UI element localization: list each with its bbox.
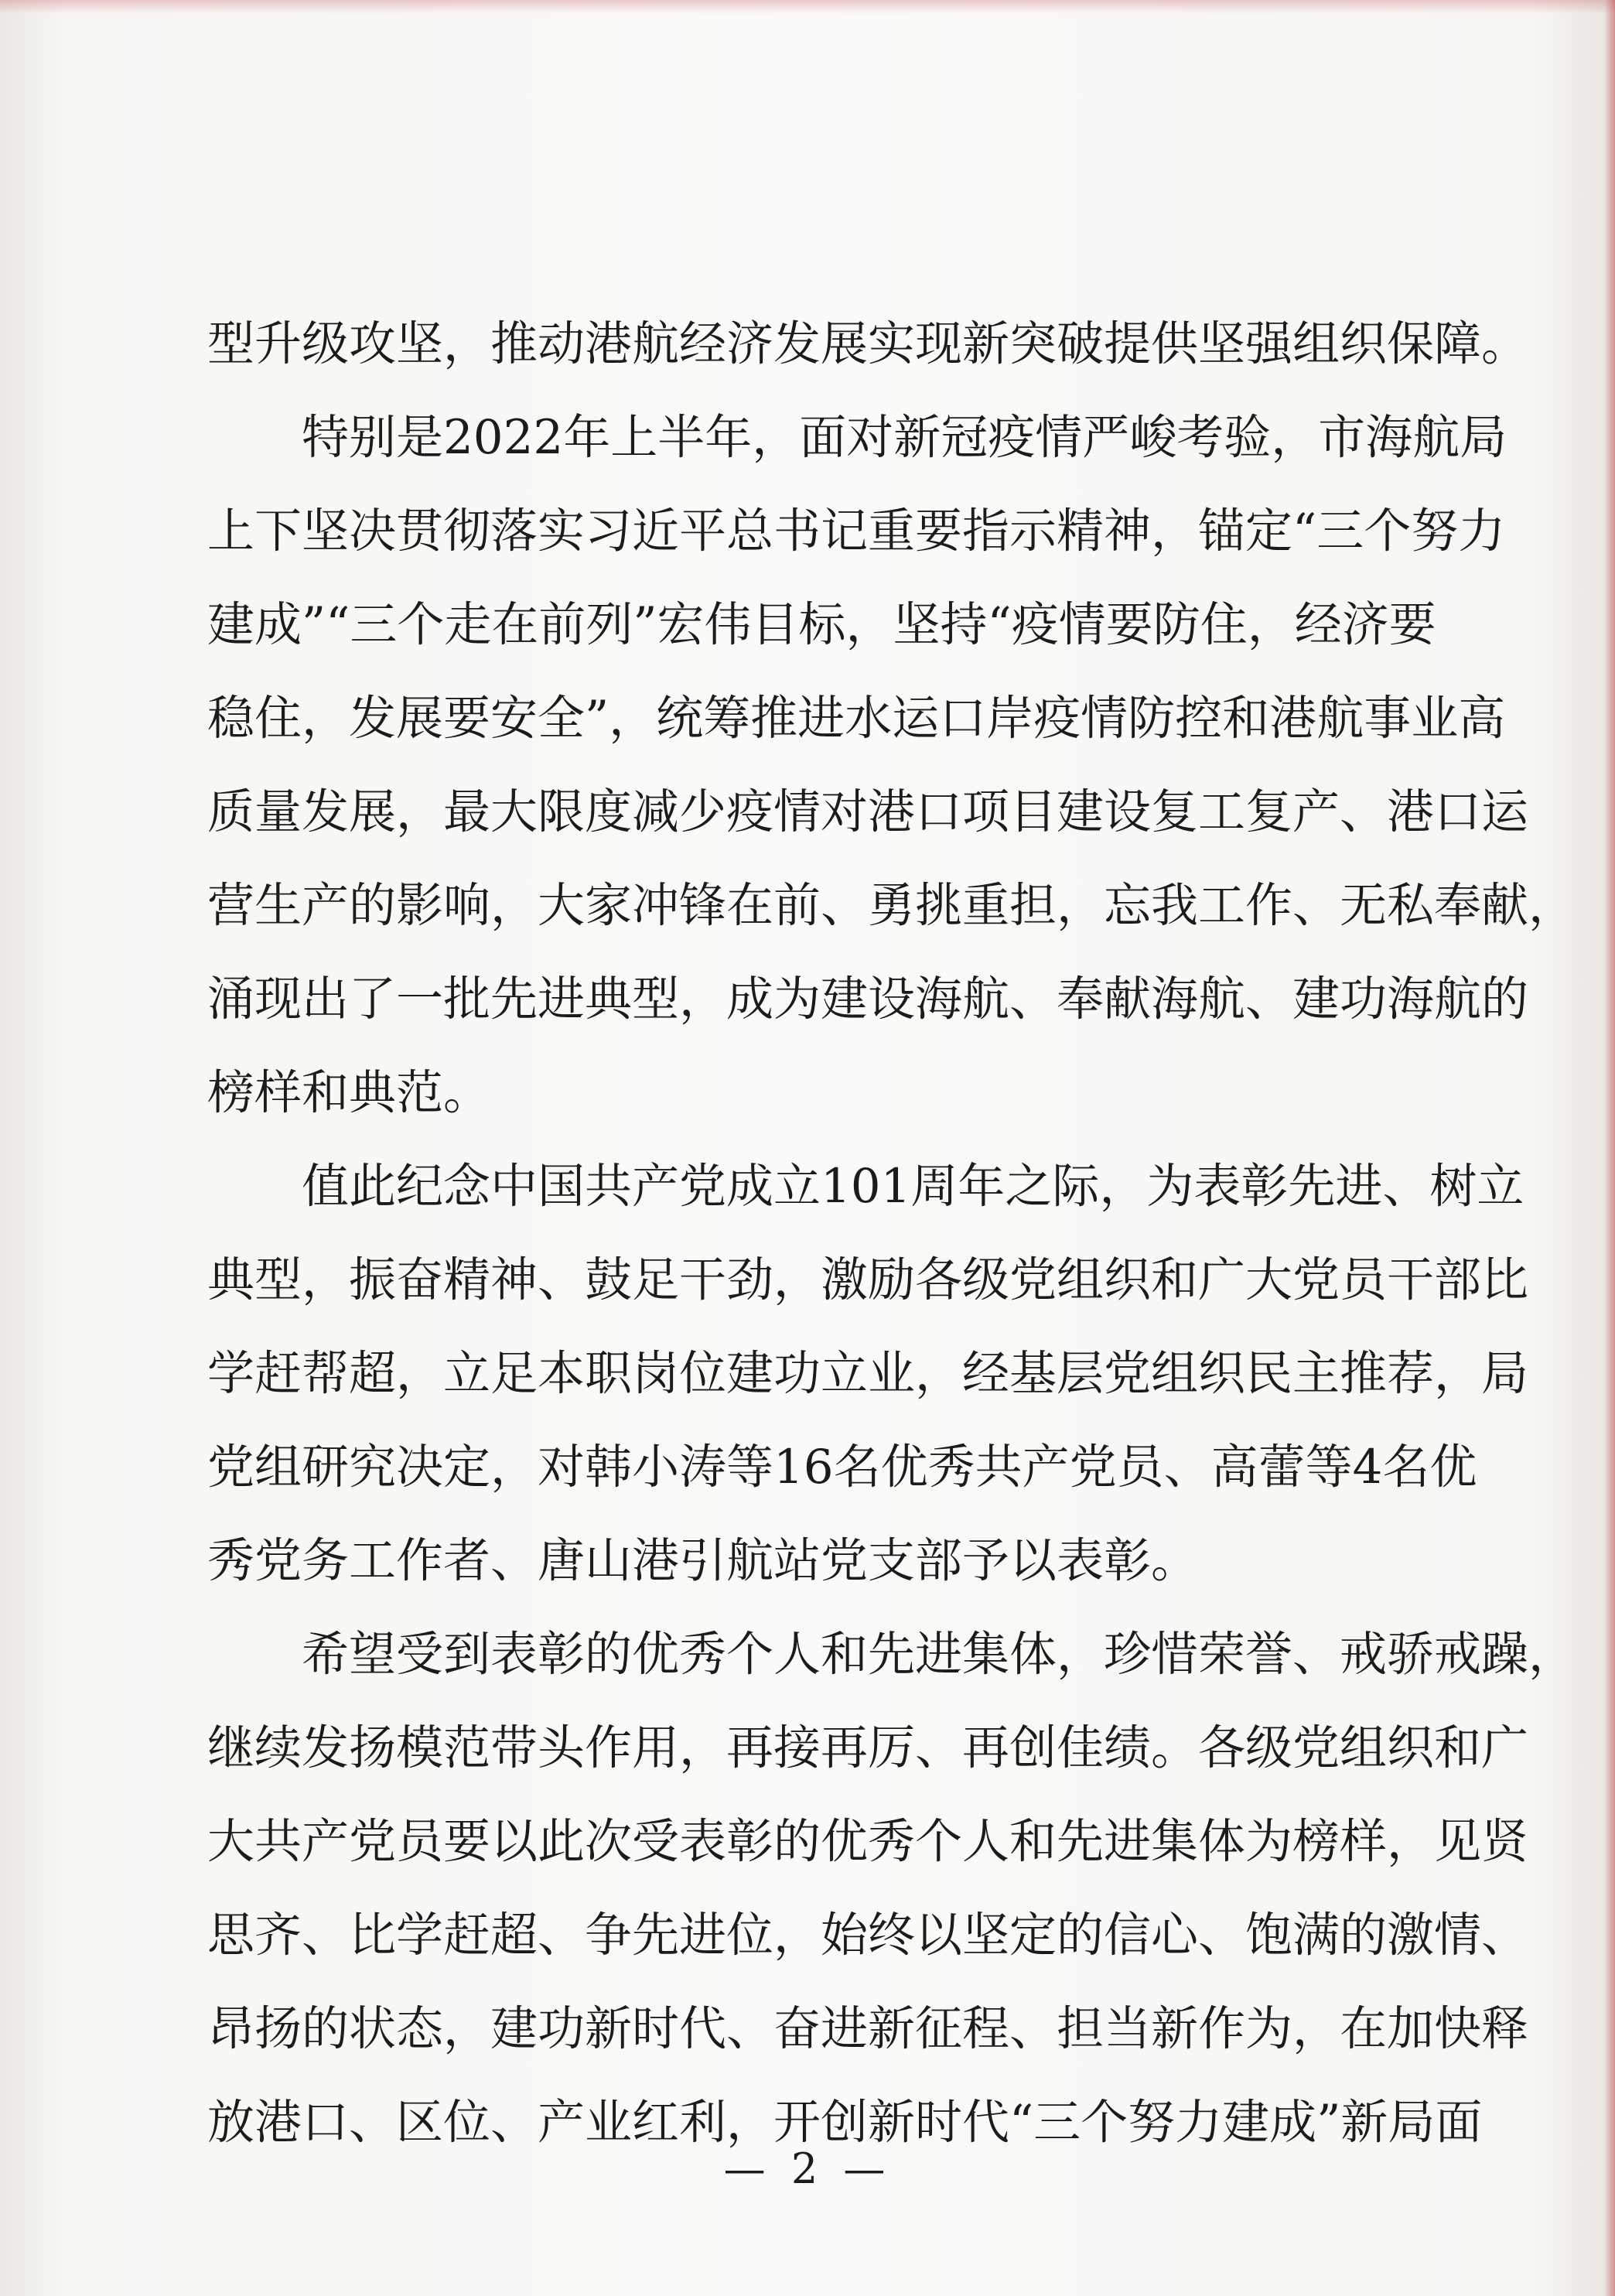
body-line: 稳住，发展要安全”，统筹推进水运口岸疫情防控和港航事业高 <box>207 691 1506 746</box>
body-line: 上下坚决贯彻落实习近平总书记重要指示精神，锚定“三个努力 <box>207 504 1506 559</box>
body-line: 榜样和典范。 <box>207 1065 491 1120</box>
body-line: 特别是2022年上半年，面对新冠疫情严峻考验，市海航局 <box>302 410 1507 465</box>
body-line: 值此纪念中国共产党成立101周年之际，为表彰先进、树立 <box>302 1159 1525 1214</box>
body-line: 质量发展，最大限度减少疫情对港口项目建设复工复产、港口运 <box>207 784 1529 839</box>
body-line: 思齐、比学赶超、争先进位，始终以坚定的信心、饱满的激情、 <box>207 1908 1529 1963</box>
body-line: 营生产的影响，大家冲锋在前、勇挑重担，忘我工作、无私奉献， <box>207 878 1576 933</box>
body-line: 昂扬的状态，建功新时代、奋进新征程、担当新作为，在加快释 <box>207 2001 1529 2056</box>
page-number: — 2 — <box>723 2144 892 2193</box>
body-line: 大共产党员要以此次受表彰的优秀个人和先进集体为榜样，见贤 <box>207 1814 1529 1869</box>
body-line: 学赶帮超，立足本职岗位建功立业，经基层党组织民主推荐，局 <box>207 1346 1529 1401</box>
document-body <box>207 297 1576 2169</box>
body-line: 建成”“三个走在前列”宏伟目标，坚持“疫情要防住，经济要 <box>207 597 1436 652</box>
body-line: 秀党务工作者、唐山港引航站党支部予以表彰。 <box>207 1533 1199 1588</box>
body-line: 党组研究决定，对韩小涛等16名优秀共产党员、高蕾等4名优 <box>207 1440 1477 1495</box>
body-line: 型升级攻坚，推动港航经济发展实现新突破提供坚强组织保障。 <box>207 316 1529 371</box>
page-right-edge <box>1604 0 1615 2296</box>
body-line: 继续发扬模范带头作用，再接再厉、再创佳绩。各级党组织和广 <box>207 1720 1529 1775</box>
page-top-edge <box>0 0 1615 14</box>
body-line: 放港口、区位、产业红利，开创新时代“三个努力建成”新局面 <box>207 2095 1483 2150</box>
body-line: 涌现出了一批先进典型，成为建设海航、奉献海航、建功海航的 <box>207 972 1529 1027</box>
body-line: 典型，振奋精神、鼓足干劲，激励各级党组织和广大党员干部比 <box>207 1252 1529 1307</box>
body-line: 希望受到表彰的优秀个人和先进集体，珍惜荣誉、戒骄戒躁， <box>302 1627 1576 1682</box>
